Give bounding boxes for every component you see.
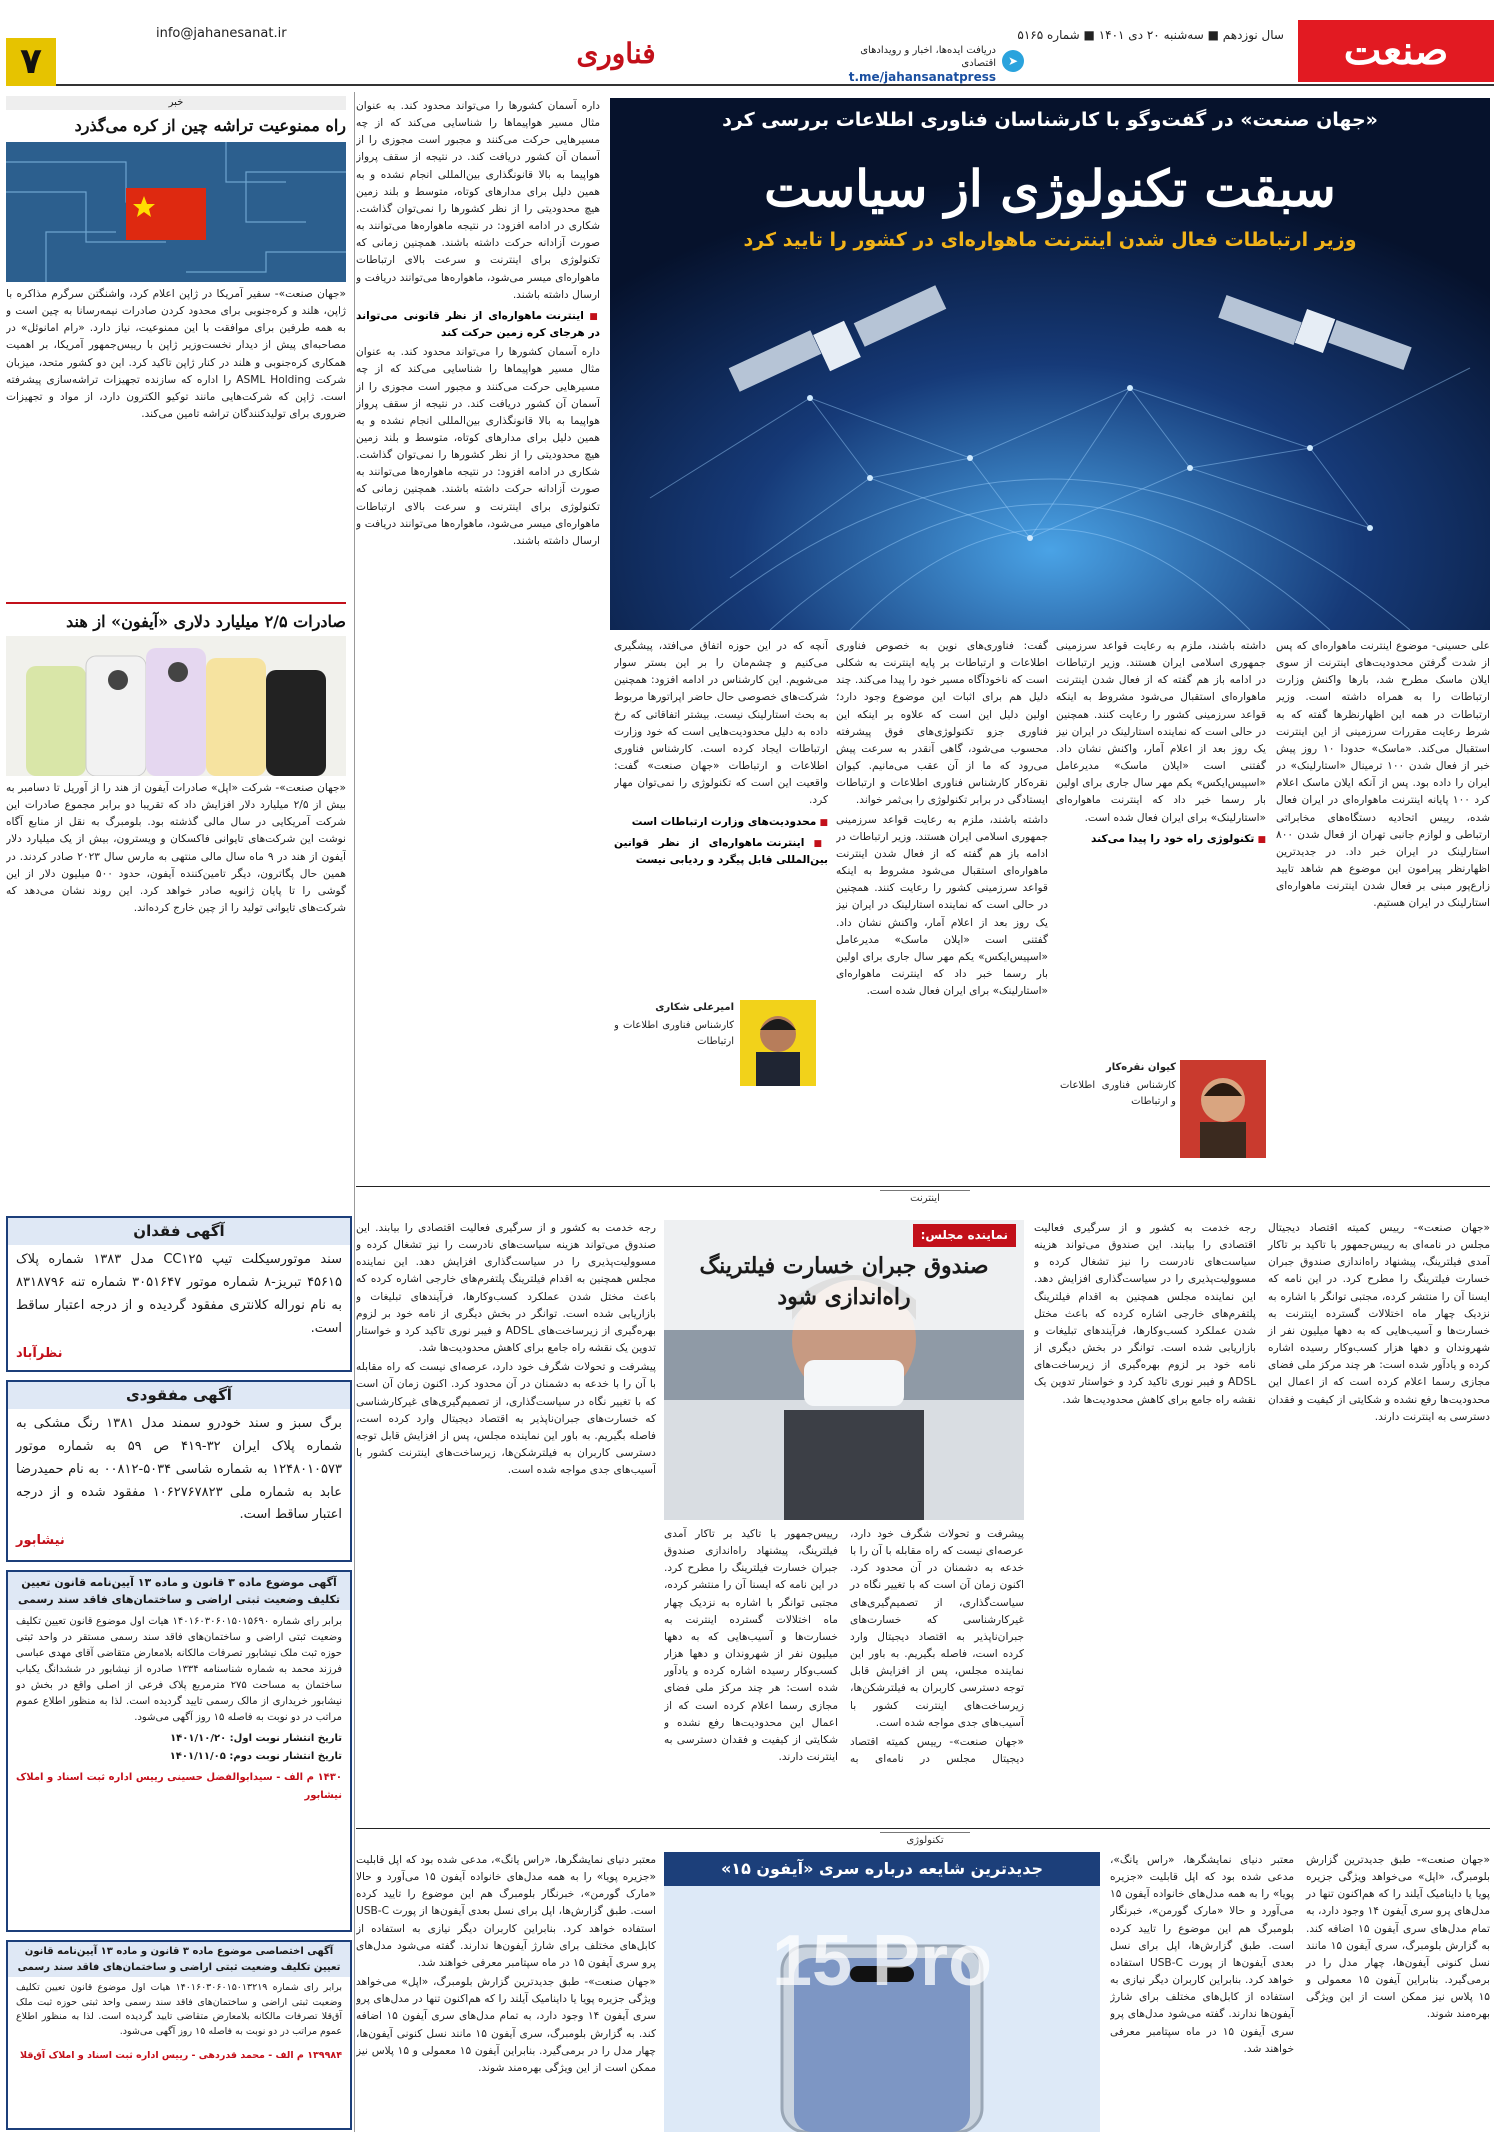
chip-headline: راه ممنوعیت تراشه چین از کره می‌گذرد	[74, 116, 346, 135]
filtering-col1-text-2: رجه خدمت به کشور و از سرگیری فعالیت اقتصادی را بیابند. این صندوق می‌تواند هزینه سیاست‌های نادرست را نیز تشغال کرده و مسوولیت‌پذیری را در سیاست‌گذاری افزایش دهد. این نماینده مجلس همچنین به اقدام فیلترینگ پلتفرم‌های خارجی اشاره کرده که باعث مختل شدن عملکرد کسب‌وکارها، فرآیندهای تبلیغات و بازاریابی شده است. توانگر در بخش دیگری از نامه خود بر لزوم بهره‌گیری از زیرساخت‌های ADSL و فیبر نوری تاکید کرد و خواستار تدوین یک نقشه راه جامع برای کاهش محدودیت‌ها شد.	[1034, 1222, 1256, 1406]
lead-subhead-route: ■ اینترنت ماهواره‌ای از نظر قانونی می‌تواند در هرجای کره زمین حرکت کند	[356, 308, 600, 342]
lead-col3-text: گفت: فناوری‌های نوین به خصوص فناوری اطلاعات و ارتباطات بر پایه اینترنت به شکلی است که ناخودآگاه مسیر خود را پیدا می‌کند. چند دلیل هم برای اثبات این موضوع وجود دارد؛ اولین دلیل این است که علاوه بر اینکه این فناوری جزو تکنولوژی‌های فوق پیشرفته محسوب می‌شود، گاهی آنقدر به سرعت پیش می‌رود که ما از آن عقب می‌مانیم. کیوان نقره‌کار کارشناس فناوری اطلاعات و ارتباطات ایستادگی در برابر تکنولوژی را بی‌ثمر خواند.	[836, 640, 1048, 807]
iphone-export-photo	[6, 636, 346, 776]
logo-text: صنعت	[1343, 27, 1449, 74]
chip-kicker: خبر	[6, 96, 346, 110]
iphone15-col2-text: معتبر دنیای نمایشگرها، «راس یانگ»، مدعی شده بود که اپل قابلیت «جزیره پویا» را به همه مدل‌های خانواده آیفون ۱۵ می‌آورد و حالا «مارک گورمن»، خبرنگار بلومبرگ هم این موضوع را تایید کرده است. طبق گزارش‌ها، اپل برای نسل بعدی آیفون‌ها از پورت USB-C استفاده خواهد کرد. بنابراین کاربران دیگر نیازی به استفاده از کابل‌های مختلف برای شارژ آیفون‌ها ندارند. گفته می‌شود مدل‌های پرو سری آیفون ۱۵ در ماه سپتامبر معرفی خواهند شد.	[356, 1854, 656, 1969]
iphone15-column-1	[1110, 1852, 1490, 2132]
iphone15-col1-text-2: معتبر دنیای نمایشگرها، «راس یانگ»، مدعی شده بود که اپل قابلیت «جزیره پویا» را به همه مدل‌های خانواده آیفون ۱۵ می‌آورد و حالا «مارک گورمن»، خبرنگار بلومبرگ هم این موضوع را تایید کرده است. طبق گزارش‌ها، اپل برای نسل بعدی آیفون‌ها از پورت USB-C استفاده خواهد کرد. بنابراین کاربران دیگر نیازی به استفاده از کابل‌های مختلف برای شارژ آیفون‌ها ندارند. گفته می‌شود مدل‌های پرو سری آیفون ۱۵ در ماه سپتامبر معرفی خواهند شد.	[1110, 1854, 1294, 2055]
lead-column-5	[356, 98, 600, 1158]
ad-3-body: برابر رای شماره ۱۴۰۱۶۰۳۰۶۰۱۵۰۱۵۶۹۰ هیات اول موضوع قانون تعیین تکلیف وضعیت ثبتی اراضی و ساختمان‌های فاقد سند رسمی مستقر در واحد ثبتی حوزه ثبت ملک نیشابور تصرفات مالکانه بلامعارض متقاضی آقای مهدی عباسی فرزند محمد به شماره شناسنامه ۱۳۳۴ صادره از نیشابور در ششدانگ یکباب ساختمان به مساحت ۲۷۵ مترمربع پلاک فرعی از اصلی واقع در بخش دو نیشابور خریداری از مالک رسمی تایید گردیده است. لذا به منظور اطلاع عموم مراتب در دو نوبت به فاصله ۱۵ روز آگهی می‌شود.	[16, 1616, 343, 1724]
lead-subtitle: وزیر ارتباطات فعال شدن اینترنت ماهواره‌ای در کشور را تایید کرد	[743, 229, 1357, 251]
ad-3-title: آگهی موضوع ماده ۳ قانون و ماده ۱۳ آیین‌نامه قانون تعیین تکلیف وضعیت ثبتی اراضی و ساختمان‌های فاقد سند رسمی	[8, 1572, 350, 1610]
ad-lost-document-1	[6, 1216, 352, 1372]
ad-4-title: آگهی اختصاصی موضوع ماده ۳ قانون و ماده ۱۳ آیین‌نامه قانون تعیین تکلیف وضعیت ثبتی اراضی و ساختمان‌های فاقد سند رسمی	[8, 1942, 350, 1977]
filtering-column-3	[356, 1220, 656, 1820]
filtering-caption: اینترنت	[880, 1190, 970, 1207]
filtering-col3-text-2: پیشرفت و تحولات شگرف خود دارد، عرصه‌ای نیست که راه مقابله با آن را با خدعه به دشمنان در آن محدود کرد. اکنون زمان آن است که با تغییر نگاه در سیاست‌گذاری، از تصمیم‌گیری‌های غیرکارشناسی که خسارت‌های جبران‌ناپذیر به اقتصاد دیجیتال وارد کرده است، فاصله بگیریم. به باور این نماینده مجلس، پس از افزایش قابل توجه دسترسی کاربران به فیلترشکن‌ها، زیرساخت‌های اینترنت کشور با آسیب‌های جدی مواجه شده است.	[356, 1361, 656, 1477]
ad-4-sign: ۱۳۹۹۸۴ م الف - محمد قدردهی - رییس اداره ثبت اسناد و املاک آق‌قلا	[19, 2049, 342, 2061]
lead-col4-text: آنچه که در این حوزه اتفاق می‌افتد، پیشگیری می‌کنیم و چشم‌مان را بر این بستر سوار می‌شویم. این کارشناس در ادامه افزود: همچنین شرکت‌های خصوصی حال حاضر اپراتورها مربوط به بحث استارلینک نیست. بیشتر اتفاقاتی که رخ داده به دلیل محدودیت‌هایی است که خود وزارت ارتباطات ایجاد کرده است. کارشناس فناوری اطلاعات و ارتباطات «جهان صنعت» گفت: واقعیت این است که تکنولوژی را نمی‌توان مهار کرد.	[614, 640, 828, 807]
expert-2-name: امیرعلی شکاری	[655, 1002, 734, 1013]
telegram-label: دریافت ایده‌ها، اخبار و رویدادهای اقتصادی	[860, 45, 996, 69]
ad-3-date-2: تاریخ انتشار نوبت دوم: ۱۴۰۱/۱۱/۰۵	[169, 1750, 342, 1762]
filtering-col2-text: پیشرفت و تحولات شگرف خود دارد، عرصه‌ای نیست که راه مقابله با آن را با خدعه به دشمنان در آن محدود کرد. اکنون زمان آن است که با تغییر نگاه در سیاست‌گذاری، از تصمیم‌گیری‌های غیرکارشناسی که خسارت‌های جبران‌ناپذیر به اقتصاد دیجیتال وارد کرده است، فاصله بگیریم. به باور این نماینده مجلس، پس از افزایش قابل توجه دسترسی کاربران به فیلترشکن‌ها، زیرساخت‌های اینترنت کشور با آسیب‌های جدی مواجه شده است.	[850, 1528, 1024, 1729]
lead-subhead-ministry: ■ محدودیت‌های وزارت ارتباطات است	[614, 814, 828, 831]
telegram-icon[interactable]: ➤	[1002, 50, 1024, 72]
lead-col1-text: علی حسینی- موضوع اینترنت ماهواره‌ای که پس از شدت گرفتن محدودیت‌های اینترنت از سوی ایلان ماسک مطرح شد، بارها واکنش وزارت ارتباطات را به همراه داشته است. وزیر ارتباطات در همه این اظهارنظرها گفته که به شرط رعایت مقررات سرزمینی از این اینترنت استقبال می‌کند. «ماسک» حدودا ۱۰ روز پیش خبر از فعال شدن ۱۰۰ ترمینال «استارلینک» در ایران را داده بود. پس از آنکه ایلان ماسک اعلام کرد ۱۰۰ پایانه اینترنت ماهواره‌ای در ایران فعال شده، رییس اتحادیه دستگاه‌های مخابراتی ارتباطی و لوازم جانبی تهران از فعال شدن ۸۰۰ استارلینک در ایران خبر داد. در جدیدترین اظهارنظر پیرامون این موضوع هم شاهد تایید زارع‌پور مبنی بر فعال شدن اینترنت ماهواره‌ای استارلینک در ایران هستیم.	[1276, 640, 1490, 910]
iphone15-column-2	[356, 1852, 656, 2132]
filtering-column-2	[664, 1526, 1024, 1820]
expert-1-caption	[1060, 1060, 1176, 1158]
telegram-promo[interactable]	[826, 44, 996, 86]
ad-1-title: آگهی فقدان	[8, 1218, 350, 1245]
ad-2-title: آگهی مفقودی	[8, 1382, 350, 1409]
contact-email[interactable]: info@jahanesanat.ir	[156, 26, 287, 41]
lead-column-1	[1276, 638, 1490, 1158]
lead-col5-text-2: داره آسمان کشورها را می‌تواند محدود کند. به عنوان مثال مسیر هواپیماها را شناسایی می‌کند که از چه مسیرهایی حرکت می‌کنند و مجبور است مجوزی را از آسمان آن کشور دریافت کند. در نتیجه از سقف پرواز هواپیما به بالا قانونگذاری بین‌المللی انجام نشده و به همین دلیل برای مدارهای کوتاه، متوسط و بلند زمین هیچ محدودیتی را از نظر کشورها را نمی‌توان گذاشت. شکاری در ادامه افزود: در نتیجه ماهواره‌ها می‌توانند به صورت آزادانه حرکت داشته باشند. همچنین زمانی که تکنولوژی برای اینترنت و سرعت بالای ارتباطات ماهواره‌ای میسر می‌شود، ماهواره‌ها می‌توانند دریافت و ارسال داشته باشند.	[356, 346, 600, 547]
lead-col3-text-2: داشته باشند، ملزم به رعایت قواعد سرزمینی جمهوری اسلامی ایران هستند. وزیر ارتباطات در ادامه باز هم گفته که از فعال شدن اینترنت ماهواره‌ای استقبال می‌شود مشروط به اینکه قواعد سرزمینی کشور را رعایت کنند. همچنین در حالی است که نماینده استارلینک در ایران نیز یک روز بعد از اعلام آمار، واکنش نشان داد. گفتنی است «ایلان ماسک» مدیرعامل «اسپیس‌ایکس» یکم مهر سال جاری برای اولین بار رسما خبر داد که اینترنت ماهواره‌ای «استارلینک» برای ایران فعال شده است.	[836, 813, 1048, 998]
ad-1-body: سند موتورسیکلت تیپ CC۱۲۵ مدل ۱۳۸۳ شماره پلاک ۴۵۶۱۵ تبریز-۸ شماره موتور ۳۰۵۱۶۴۷ شماره تنه ۸۳۱۸۷۹۶ به نام نوراله کلانتری مفقود گردیده و از درجه اعتبار ساقط است.	[16, 1252, 342, 1336]
lead-col5-text: داره آسمان کشورها را می‌تواند محدود کند. به عنوان مثال مسیر هواپیماها را شناسایی می‌کند که از چه مسیرهایی حرکت می‌کنند و مجبور است مجوزی را از آسمان آن کشور دریافت کند. در نتیجه از سقف پرواز هواپیما به بالا قانونگذاری بین‌المللی انجام نشده و به همین دلیل برای مدارهای کوتاه، متوسط و بلند زمین هیچ محدودیتی را از نظر کشورها را نمی‌توان گذاشت. شکاری در ادامه افزود: در نتیجه ماهواره‌ها می‌توانند به صورت آزادانه حرکت داشته باشند. همچنین زمانی که تکنولوژی برای اینترنت و سرعت بالای ارتباطات ماهواره‌ای میسر می‌شود، ماهواره‌ها می‌توانند دریافت و ارسال داشته باشند.	[356, 100, 600, 301]
lead-headline: سبقت تکنولوژی از سیاست	[764, 159, 1336, 218]
newspaper-logo[interactable]	[1298, 20, 1494, 82]
expert-1-name: کیوان نقره‌کار	[1105, 1062, 1176, 1073]
ad-3-sign: ۱۴۳۰ م الف - سیدابوالفضل حسینی رییس اداره ثبت اسناد و املاک نیشابور	[16, 1772, 342, 1801]
iphone15-col2-text-2: «جهان صنعت»- طبق جدیدترین گزارش بلومبرگ، «اپل» می‌خواهد ویژگی جزیره پویا یا داینامیک آیلند را که هم‌اکنون تنها در مدل‌های پرو سری آیفون ۱۴ وجود دارد، به تمام مدل‌های سری آیفون ۱۵ اضافه کند. به گزارش بلومبرگ، سری آیفون ۱۵ مانند نسل کنونی آیفون‌ها، چهار مدل را در برمی‌گیرد. بنابراین آیفون ۱۵ معمولی و ۱۵ پلاس نیز ممکن است از این ویژگی بهره‌مند شوند.	[356, 1976, 656, 2074]
ad-4-body: برابر رای شماره ۱۴۰۱۶۰۳۰۶۰۱۵۰۱۳۲۱۹ هیات اول موضوع قانون تعیین تکلیف وضعیت ثبتی اراضی و ساختمان‌های فاقد سند رسمی واحد ثبتی حوزه ثبت ملک آق‌قلا تصرفات مالکانه بلامعارض متقاضی تایید گردیده است. لذا به منظور اطلاع عموم مراتب در دو نوبت به فاصله ۱۵ روز آگهی می‌شود.	[16, 1982, 342, 2038]
ad-1-city: نظرآباد	[16, 1346, 63, 1362]
ad-land-registry-1	[6, 1570, 352, 1932]
filtering-tag: نماینده مجلس:	[913, 1224, 1016, 1247]
lead-subhead-ops: ■ اینترنت ماهواره‌ای از نظر قوانین بین‌المللی قابل پیگرد و ردیابی نیست	[614, 835, 828, 869]
iphone15-photo	[664, 1886, 1100, 2132]
expert-photo-1	[1180, 1060, 1266, 1158]
ad-2-city: نیشابور	[16, 1533, 65, 1548]
telegram-link[interactable]: t.me/jahansanatpress	[848, 70, 996, 84]
iphone15-caption: تکنولوژی	[880, 1832, 970, 1849]
iphone15-col1-text: «جهان صنعت»- طبق جدیدترین گزارش بلومبرگ، «اپل» می‌خواهد ویژگی جزیره پویا یا داینامیک آیلند را که هم‌اکنون تنها در مدل‌های پرو سری آیفون ۱۴ وجود دارد، به تمام مدل‌های سری آیفون ۱۵ اضافه کند. به گزارش بلومبرگ، سری آیفون ۱۵ مانند نسل کنونی آیفون‌ها، چهار مدل را در برمی‌گیرد. بنابراین آیفون ۱۵ معمولی و ۱۵ پلاس نیز ممکن است از این ویژگی بهره‌مند شوند.	[1306, 1854, 1490, 2021]
lead-hero-image	[610, 98, 1490, 630]
ad-lost-document-2	[6, 1380, 352, 1562]
expert-2-role: کارشناس فناوری اطلاعات و ارتباطات	[614, 1020, 734, 1048]
section-divider-1	[356, 1186, 1490, 1187]
filtering-col3-text: رجه خدمت به کشور و از سرگیری فعالیت اقتصادی را بیابند. این صندوق می‌تواند هزینه سیاست‌های نادرست را نیز تشغال کرده و مسوولیت‌پذیری را در سیاست‌گذاری افزایش دهد. این نماینده مجلس همچنین به اقدام فیلترینگ پلتفرم‌های خارجی اشاره کرده که باعث مختل شدن عملکرد کسب‌وکارها، فرآیندهای تبلیغات و بازاریابی شده است. توانگر در بخش دیگری از نامه خود بر لزوم بهره‌گیری از زیرساخت‌های ADSL و فیبر نوری تاکید کرد و خواستار تدوین یک نقشه راه جامع برای کاهش محدودیت‌ها شد.	[356, 1222, 656, 1355]
chip-article	[6, 286, 346, 598]
ad-land-registry-2	[6, 1940, 352, 2130]
expert-1-role: کارشناس فناوری اطلاعات و ارتباطات	[1060, 1080, 1176, 1108]
chip-body: «جهان صنعت»- سفیر آمریکا در ژاپن اعلام کرد، واشنگتن سرگرم مذاکره با ژاپن، هلند و کره‌جنوبی برای محدود کردن صادرات نیمه‌رسانا به چین است و به همه طرفین برای موافقت با این ممنوعیت، نیاز دارد. «رام امانوئل» در مصاحبه‌ای پیش از دیدار نخست‌وزیر ژاپن با رییس‌جمهور آمریکا، بر اهمیت همکاری کره‌جنوبی و هلند در کنار ژاپن تاکید کرد. این دو کشور متحد، میزبان شرکت ASML Holding را اداره که سازنده تجهیزات تراشه‌سازی پیشرفته است. ژاپن که شرکت‌هایی مانند توکیو الکترون دارد، از مواد و تجهیزات ضروری برای تولیدکنندگان تراشه تامین می‌کند.	[6, 288, 346, 421]
chip-photo	[6, 142, 346, 282]
issue-line: سال نوزدهم ■ سه‌شنبه ۲۰ دی ۱۴۰۱ ■ شماره ۵۱۶۵	[1017, 28, 1284, 42]
iphone-export-article	[6, 780, 346, 1200]
page-number: ۷	[6, 38, 56, 86]
section-divider-2	[356, 1828, 1490, 1829]
lead-column-3	[836, 638, 1048, 1158]
lead-kicker: «جهان صنعت» در گفت‌وگو با کارشناسان فناوری اطلاعات بررسی کرد	[722, 109, 1378, 131]
iphone15-headline: جدیدترین شایعه درباره سری «آیفون ۱۵»	[664, 1852, 1100, 1886]
expert-photo-2	[740, 1000, 816, 1086]
filtering-col1-text: «جهان صنعت»- رییس کمیته اقتصاد دیجیتال مجلس در نامه‌ای به رییس‌جمهور با تاکید بر تاکار آمدی فیلترینگ، پیشنهاد راه‌اندازی صندوق جبران خسارت فیلترینگ را مطرح کرد. در این نامه که ایسنا آن را منتشر کرده، مجتبی توانگر با اشاره به نزدیک چهار ماه اختلالات گسترده اینترنت به خسارت‌ها و آسیب‌هایی که به دهها میلیون نفر از شهروندان و دهها هزار کسب‌وکار رسیده اشاره کرده و یادآور شده است: هر چند مرکز ملی فضای مجازی رسما اعلام کرده است که از اعمال این محدودیت‌ها رفع نشده و شکایتی از کیفیت و فقدان دسترسی به اینترنت دارند.	[1268, 1222, 1490, 1423]
filtering-title-panel	[664, 1220, 1024, 1330]
filtering-column-1	[1034, 1220, 1490, 1820]
section-title: فناوری	[576, 37, 656, 70]
filtering-photo	[664, 1220, 1024, 1520]
iphone-export-body: «جهان صنعت»- شرکت «اپل» صادرات آیفون از هند را از آوریل تا دسامبر به بیش از ۲/۵ میلیارد دلار افزایش داد که تقریبا دو برابر مجموع صادرات این شرکت آمریکایی در سال مالی گذشته بود. بلومبرگ به نقل از منابع آگاه نوشت این شرکت‌های تایوانی فاکسکان و ویسترون، بیش از یک میلیارد دلار آیفون از هند در ۹ ماه سال مالی منتهی به مارس سال ۲۰۲۳ صادر کردند. در همین حال پگاترون، دیگر تامین‌کننده آیفون، حدود ۵۰۰ میلیون دلار از این گوشی را تا پایان ژانویه صادر خواهد کرد. این روند نشان می‌دهد که شرکت‌های تایوانی تولید را از چین خارج کرده‌اند.	[6, 782, 346, 915]
iphone15-photo-text: 15 Pro	[771, 1921, 993, 2001]
sidebar-separator	[354, 92, 355, 2132]
filtering-headline: صندوق جبران خسارت فیلترینگ راه‌اندازی شود	[699, 1252, 989, 1311]
ad-2-body: برگ سبز و سند خودرو سمند مدل ۱۳۸۱ رنگ مشکی به شماره پلاک ایران ۳۲-۴۱۹ ص ۵۹ به شماره موتور ۱۲۴۸۰۱۰۵۷۳ به شماره شاسی ۵۰۳۴-۰۰۸۱۲ به نام حمیدرضا عابد به شماره ملی ۱۰۶۲۷۶۷۸۲۳ مفقود شده و از درجه اعتبار ساقط است.	[16, 1416, 343, 1523]
masthead	[6, 14, 1494, 86]
expert-2-caption	[614, 1000, 734, 1086]
lead-col2-text: داشته باشند، ملزم به رعایت قواعد سرزمینی جمهوری اسلامی ایران هستند. وزیر ارتباطات در ادامه باز هم گفته که از فعال شدن اینترنت ماهواره‌ای استقبال می‌شود مشروط به اینکه قواعد سرزمینی کشور را رعایت کنند. همچنین در حالی است که نماینده استارلینک در ایران نیز یک روز بعد از اعلام آمار، واکنش نشان داد. گفتنی است «ایلان ماسک» مدیرعامل «اسپیس‌ایکس» یکم مهر سال جاری برای اولین بار رسما خبر داد که اینترنت ماهواره‌ای «استارلینک» برای ایران فعال شده است.	[1056, 640, 1266, 824]
ad-3-date-1: تاریخ انتشار نوبت اول: ۱۴۰۱/۱۰/۲۰	[170, 1733, 342, 1745]
filtering-col2-text-2: «جهان صنعت»- رییس کمیته اقتصاد دیجیتال مجلس در نامه‌ای به رییس‌جمهور با تاکید بر تاکار آمدی فیلترینگ، پیشنهاد راه‌اندازی صندوق جبران خسارت فیلترینگ را مطرح کرد. در این نامه که ایسنا آن را منتشر کرده، مجتبی توانگر با اشاره به نزدیک چهار ماه اختلالات گسترده اینترنت به خسارت‌ها و آسیب‌هایی که به دهها میلیون نفر از شهروندان و دهها هزار کسب‌وکار رسیده اشاره کرده و یادآور شده است: هر چند مرکز ملی فضای مجازی رسما اعلام کرده است که از اعمال این محدودیت‌ها رفع نشده و شکایتی از کیفیت و فقدان دسترسی به اینترنت دارند.	[664, 1528, 1024, 1766]
iphone-export-headline: صادرات ۲/۵ میلیارد دلاری «آیفون» از هند	[66, 612, 346, 631]
lead-subhead-tech: ■ تکنولوژی راه خود را پیدا می‌کند	[1056, 831, 1266, 848]
